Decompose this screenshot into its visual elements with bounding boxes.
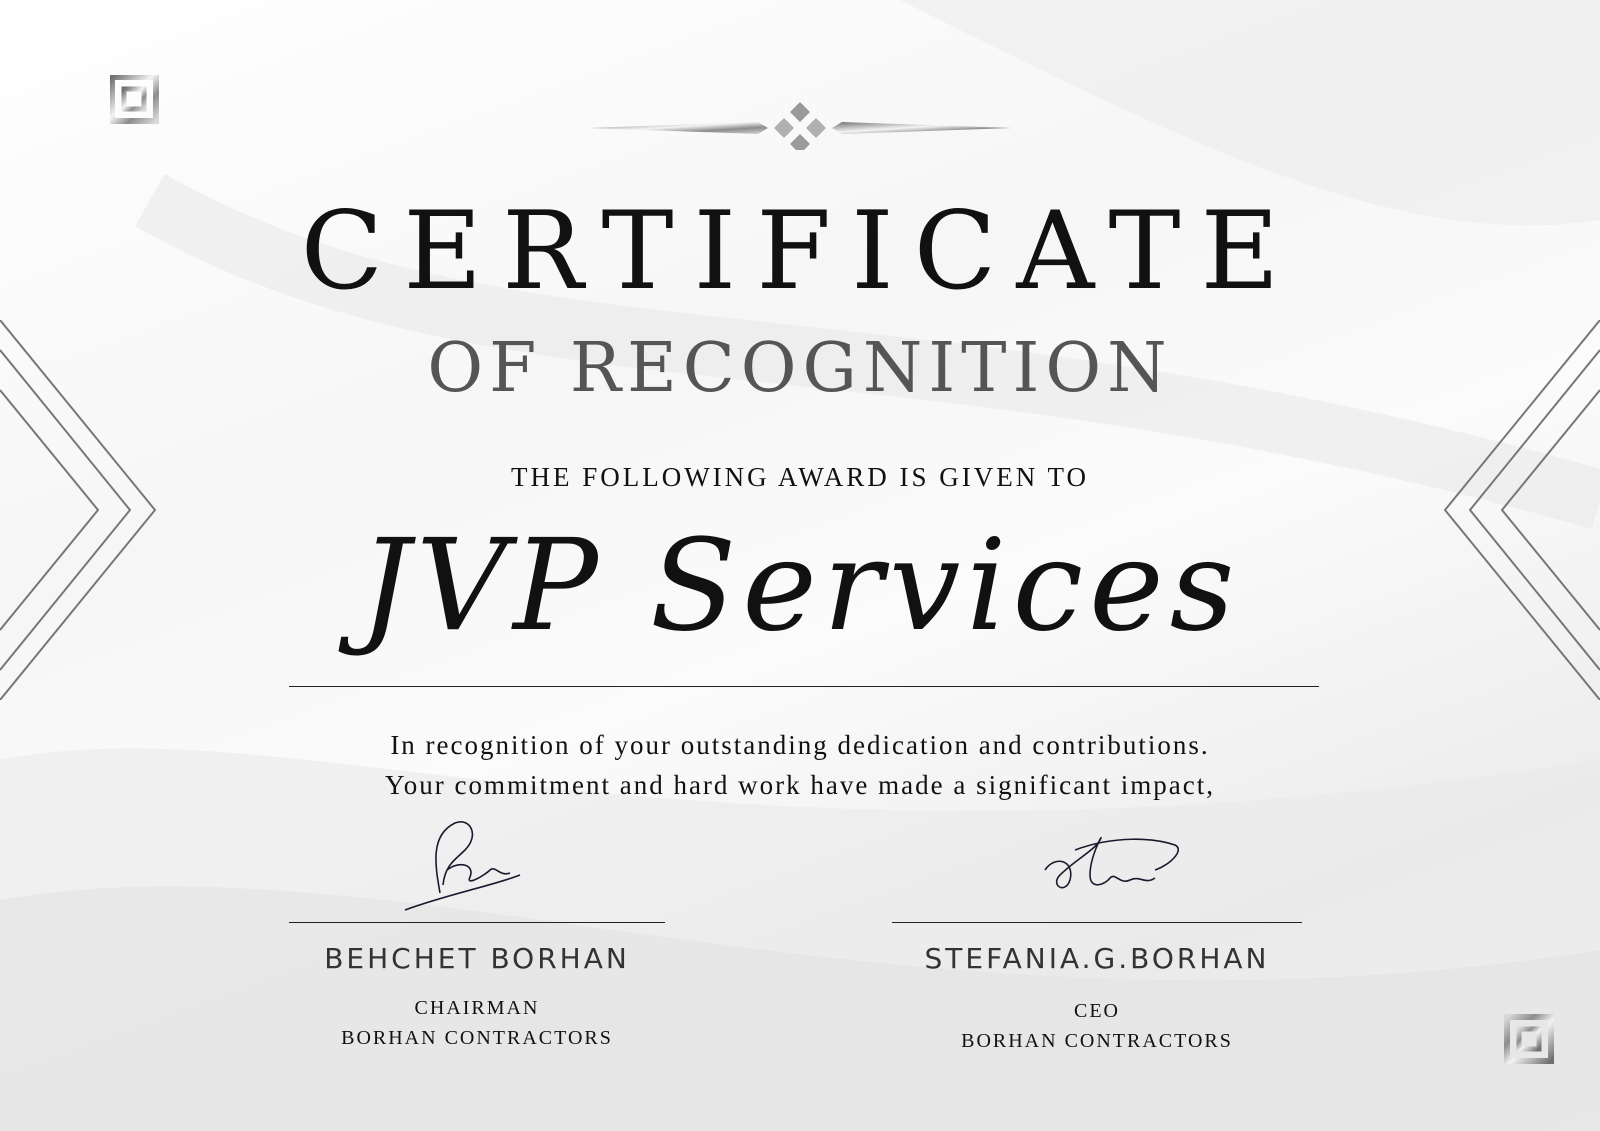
message-line-1: In recognition of your outstanding dedication and contributions.	[390, 730, 1210, 760]
signature-icon	[1035, 830, 1185, 910]
signatory-name: STEFANIA.G.BORHAN	[924, 942, 1270, 975]
signature-icon	[385, 815, 535, 925]
signatory-company: BORHAN CONTRACTORS	[341, 1027, 613, 1049]
recipient-underline	[289, 686, 1319, 687]
corner-ornament-icon	[1295, 815, 1555, 1065]
signatory-company: BORHAN CONTRACTORS	[961, 1030, 1233, 1052]
recognition-message	[0, 725, 1600, 805]
signatory-role: CHAIRMAN	[414, 997, 540, 1019]
signatory-name: BEHCHET BORHAN	[324, 942, 630, 975]
certificate-title: CERTIFICATE	[300, 189, 1300, 314]
certificate-subtitle	[0, 329, 1600, 408]
message-line-2: Your commitment and hard work have made a significant impact,	[384, 770, 1216, 800]
signature-line	[892, 922, 1302, 923]
recipient-name: JVP Services	[359, 512, 1241, 659]
award-intro: THE FOLLOWING AWARD IS GIVEN TO	[510, 462, 1090, 492]
signatory-role: CEO	[1074, 1000, 1120, 1022]
signature-line	[289, 922, 665, 923]
diamond-ornament-icon	[588, 100, 1012, 150]
subtitle-text: OF RECOGNITION	[427, 329, 1173, 408]
